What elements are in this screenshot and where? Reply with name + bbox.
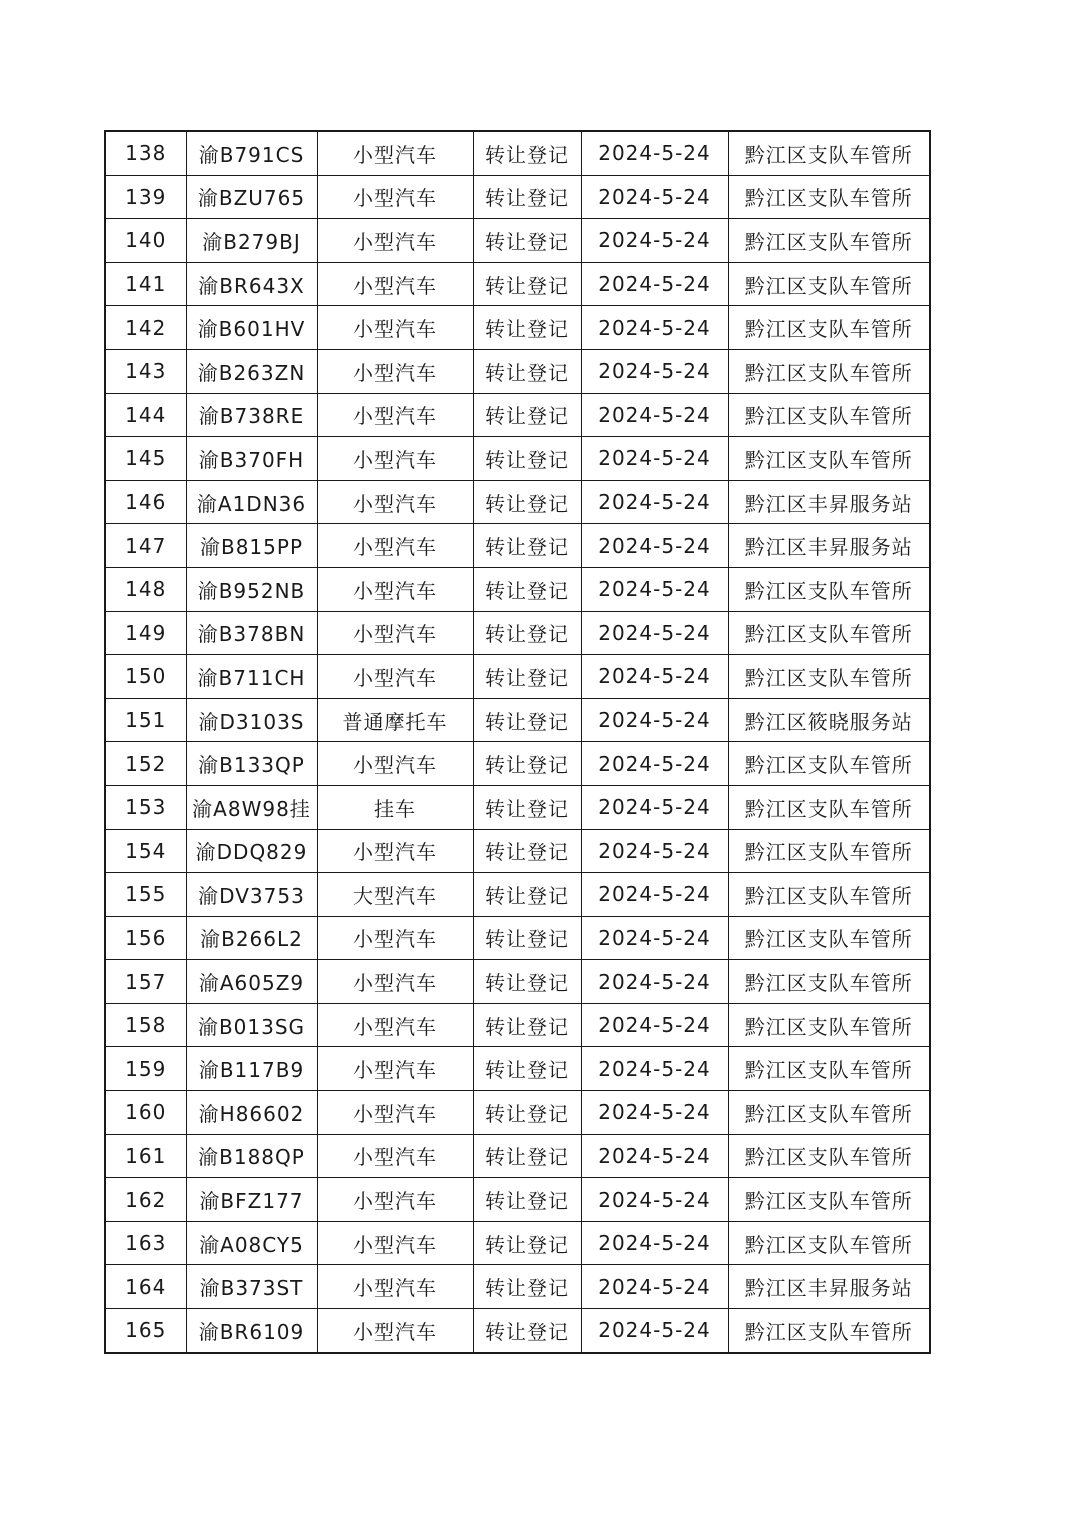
vehicle-type-cell: 小型汽车	[317, 655, 473, 699]
table-row	[105, 1221, 930, 1265]
vehicle-type-cell: 小型汽车	[317, 1178, 473, 1222]
row-number-cell: 159	[105, 1047, 186, 1091]
office-cell: 黔江区支队车管所	[728, 306, 930, 350]
vehicle-type-cell: 小型汽车	[317, 349, 473, 393]
office-cell: 黔江区支队车管所	[728, 1221, 930, 1265]
row-number-cell: 146	[105, 480, 186, 524]
date-cell: 2024-5-24	[581, 655, 728, 699]
table-row	[105, 829, 930, 873]
office-cell: 黔江区支队车管所	[728, 349, 930, 393]
row-number-cell: 157	[105, 960, 186, 1004]
table-row	[105, 916, 930, 960]
date-cell: 2024-5-24	[581, 262, 728, 306]
office-cell: 黔江区筱晓服务站	[728, 698, 930, 742]
row-number-cell: 158	[105, 1003, 186, 1047]
office-cell: 黔江区支队车管所	[728, 262, 930, 306]
vehicle-type-cell: 小型汽车	[317, 175, 473, 219]
table-row	[105, 175, 930, 219]
table-row	[105, 1047, 930, 1091]
date-cell: 2024-5-24	[581, 1091, 728, 1135]
vehicle-registration-table	[104, 130, 931, 1354]
row-number-cell: 138	[105, 131, 186, 175]
plate-number-cell: 渝B266L2	[186, 916, 317, 960]
office-cell: 黔江区支队车管所	[728, 916, 930, 960]
plate-number-cell: 渝H86602	[186, 1091, 317, 1135]
office-cell: 黔江区支队车管所	[728, 829, 930, 873]
business-type-cell: 转让登记	[473, 829, 581, 873]
date-cell: 2024-5-24	[581, 1178, 728, 1222]
business-type-cell: 转让登记	[473, 1265, 581, 1309]
office-cell: 黔江区支队车管所	[728, 219, 930, 263]
vehicle-type-cell: 小型汽车	[317, 1134, 473, 1178]
business-type-cell: 转让登记	[473, 1309, 581, 1353]
row-number-cell: 143	[105, 349, 186, 393]
business-type-cell: 转让登记	[473, 655, 581, 699]
plate-number-cell: 渝B601HV	[186, 306, 317, 350]
table-row	[105, 1134, 930, 1178]
date-cell: 2024-5-24	[581, 393, 728, 437]
row-number-cell: 145	[105, 437, 186, 481]
vehicle-type-cell: 小型汽车	[317, 131, 473, 175]
table-row	[105, 785, 930, 829]
plate-number-cell: 渝DV3753	[186, 873, 317, 917]
plate-number-cell: 渝B952NB	[186, 567, 317, 611]
vehicle-type-cell: 小型汽车	[317, 916, 473, 960]
business-type-cell: 转让登记	[473, 1003, 581, 1047]
vehicle-type-cell: 小型汽车	[317, 1221, 473, 1265]
business-type-cell: 转让登记	[473, 437, 581, 481]
plate-number-cell: 渝B117B9	[186, 1047, 317, 1091]
row-number-cell: 151	[105, 698, 186, 742]
date-cell: 2024-5-24	[581, 437, 728, 481]
date-cell: 2024-5-24	[581, 524, 728, 568]
vehicle-type-cell: 小型汽车	[317, 1003, 473, 1047]
date-cell: 2024-5-24	[581, 131, 728, 175]
table-row	[105, 698, 930, 742]
plate-number-cell: 渝B791CS	[186, 131, 317, 175]
plate-number-cell: 渝B370FH	[186, 437, 317, 481]
table-row	[105, 655, 930, 699]
plate-number-cell: 渝B188QP	[186, 1134, 317, 1178]
table-row	[105, 960, 930, 1004]
business-type-cell: 转让登记	[473, 1091, 581, 1135]
date-cell: 2024-5-24	[581, 785, 728, 829]
business-type-cell: 转让登记	[473, 262, 581, 306]
row-number-cell: 141	[105, 262, 186, 306]
plate-number-cell: 渝BZU765	[186, 175, 317, 219]
office-cell: 黔江区支队车管所	[728, 1178, 930, 1222]
business-type-cell: 转让登记	[473, 873, 581, 917]
date-cell: 2024-5-24	[581, 1265, 728, 1309]
plate-number-cell: 渝DDQ829	[186, 829, 317, 873]
date-cell: 2024-5-24	[581, 698, 728, 742]
vehicle-type-cell: 小型汽车	[317, 437, 473, 481]
vehicle-type-cell: 小型汽车	[317, 1091, 473, 1135]
vehicle-type-cell: 小型汽车	[317, 393, 473, 437]
office-cell: 黔江区丰昇服务站	[728, 524, 930, 568]
table-row	[105, 219, 930, 263]
office-cell: 黔江区丰昇服务站	[728, 1265, 930, 1309]
date-cell: 2024-5-24	[581, 1047, 728, 1091]
plate-number-cell: 渝B133QP	[186, 742, 317, 786]
row-number-cell: 156	[105, 916, 186, 960]
date-cell: 2024-5-24	[581, 567, 728, 611]
plate-number-cell: 渝BFZ177	[186, 1178, 317, 1222]
plate-number-cell: 渝BR643X	[186, 262, 317, 306]
table-row	[105, 611, 930, 655]
plate-number-cell: 渝B373ST	[186, 1265, 317, 1309]
vehicle-type-cell: 小型汽车	[317, 960, 473, 1004]
business-type-cell: 转让登记	[473, 611, 581, 655]
office-cell: 黔江区支队车管所	[728, 1003, 930, 1047]
date-cell: 2024-5-24	[581, 175, 728, 219]
vehicle-type-cell: 小型汽车	[317, 1309, 473, 1353]
date-cell: 2024-5-24	[581, 219, 728, 263]
table-row	[105, 349, 930, 393]
vehicle-type-cell: 挂车	[317, 785, 473, 829]
office-cell: 黔江区支队车管所	[728, 175, 930, 219]
plate-number-cell: 渝B013SG	[186, 1003, 317, 1047]
plate-number-cell: 渝A605Z9	[186, 960, 317, 1004]
business-type-cell: 转让登记	[473, 131, 581, 175]
office-cell: 黔江区支队车管所	[728, 437, 930, 481]
row-number-cell: 165	[105, 1309, 186, 1353]
business-type-cell: 转让登记	[473, 698, 581, 742]
row-number-cell: 139	[105, 175, 186, 219]
office-cell: 黔江区丰昇服务站	[728, 480, 930, 524]
business-type-cell: 转让登记	[473, 349, 581, 393]
date-cell: 2024-5-24	[581, 1003, 728, 1047]
office-cell: 黔江区支队车管所	[728, 785, 930, 829]
vehicle-type-cell: 小型汽车	[317, 567, 473, 611]
vehicle-type-cell: 小型汽车	[317, 480, 473, 524]
plate-number-cell: 渝A8W98挂	[186, 785, 317, 829]
row-number-cell: 161	[105, 1134, 186, 1178]
table-row	[105, 567, 930, 611]
row-number-cell: 162	[105, 1178, 186, 1222]
row-number-cell: 142	[105, 306, 186, 350]
row-number-cell: 147	[105, 524, 186, 568]
row-number-cell: 148	[105, 567, 186, 611]
date-cell: 2024-5-24	[581, 1309, 728, 1353]
table-row	[105, 1265, 930, 1309]
vehicle-type-cell: 小型汽车	[317, 611, 473, 655]
table-row	[105, 262, 930, 306]
office-cell: 黔江区支队车管所	[728, 393, 930, 437]
office-cell: 黔江区支队车管所	[728, 742, 930, 786]
row-number-cell: 140	[105, 219, 186, 263]
business-type-cell: 转让登记	[473, 742, 581, 786]
plate-number-cell: 渝B378BN	[186, 611, 317, 655]
date-cell: 2024-5-24	[581, 1221, 728, 1265]
business-type-cell: 转让登记	[473, 393, 581, 437]
business-type-cell: 转让登记	[473, 480, 581, 524]
vehicle-type-cell: 小型汽车	[317, 219, 473, 263]
row-number-cell: 164	[105, 1265, 186, 1309]
plate-number-cell: 渝B815PP	[186, 524, 317, 568]
row-number-cell: 154	[105, 829, 186, 873]
row-number-cell: 144	[105, 393, 186, 437]
table-row	[105, 1309, 930, 1353]
business-type-cell: 转让登记	[473, 1221, 581, 1265]
table-row	[105, 480, 930, 524]
table-row	[105, 742, 930, 786]
row-number-cell: 155	[105, 873, 186, 917]
business-type-cell: 转让登记	[473, 785, 581, 829]
office-cell: 黔江区支队车管所	[728, 873, 930, 917]
plate-number-cell: 渝B711CH	[186, 655, 317, 699]
table-row	[105, 873, 930, 917]
office-cell: 黔江区支队车管所	[728, 1047, 930, 1091]
office-cell: 黔江区支队车管所	[728, 567, 930, 611]
table-row	[105, 393, 930, 437]
business-type-cell: 转让登记	[473, 306, 581, 350]
row-number-cell: 160	[105, 1091, 186, 1135]
date-cell: 2024-5-24	[581, 916, 728, 960]
date-cell: 2024-5-24	[581, 1134, 728, 1178]
vehicle-type-cell: 小型汽车	[317, 829, 473, 873]
plate-number-cell: 渝D3103S	[186, 698, 317, 742]
table-row	[105, 306, 930, 350]
business-type-cell: 转让登记	[473, 1047, 581, 1091]
date-cell: 2024-5-24	[581, 306, 728, 350]
row-number-cell: 153	[105, 785, 186, 829]
business-type-cell: 转让登记	[473, 175, 581, 219]
vehicle-type-cell: 小型汽车	[317, 1047, 473, 1091]
vehicle-type-cell: 小型汽车	[317, 306, 473, 350]
business-type-cell: 转让登记	[473, 524, 581, 568]
table-row	[105, 524, 930, 568]
date-cell: 2024-5-24	[581, 349, 728, 393]
date-cell: 2024-5-24	[581, 960, 728, 1004]
row-number-cell: 150	[105, 655, 186, 699]
date-cell: 2024-5-24	[581, 873, 728, 917]
business-type-cell: 转让登记	[473, 1134, 581, 1178]
vehicle-type-cell: 普通摩托车	[317, 698, 473, 742]
business-type-cell: 转让登记	[473, 1178, 581, 1222]
business-type-cell: 转让登记	[473, 916, 581, 960]
row-number-cell: 149	[105, 611, 186, 655]
office-cell: 黔江区支队车管所	[728, 611, 930, 655]
office-cell: 黔江区支队车管所	[728, 655, 930, 699]
office-cell: 黔江区支队车管所	[728, 1134, 930, 1178]
table-row	[105, 437, 930, 481]
plate-number-cell: 渝B738RE	[186, 393, 317, 437]
date-cell: 2024-5-24	[581, 480, 728, 524]
office-cell: 黔江区支队车管所	[728, 1091, 930, 1135]
vehicle-type-cell: 小型汽车	[317, 524, 473, 568]
business-type-cell: 转让登记	[473, 219, 581, 263]
office-cell: 黔江区支队车管所	[728, 960, 930, 1004]
vehicle-type-cell: 小型汽车	[317, 1265, 473, 1309]
business-type-cell: 转让登记	[473, 567, 581, 611]
plate-number-cell: 渝BR6109	[186, 1309, 317, 1353]
table-row	[105, 131, 930, 175]
row-number-cell: 163	[105, 1221, 186, 1265]
date-cell: 2024-5-24	[581, 829, 728, 873]
plate-number-cell: 渝A1DN36	[186, 480, 317, 524]
table-body	[105, 131, 930, 1353]
vehicle-type-cell: 小型汽车	[317, 262, 473, 306]
table-row	[105, 1178, 930, 1222]
table-row	[105, 1091, 930, 1135]
date-cell: 2024-5-24	[581, 742, 728, 786]
office-cell: 黔江区支队车管所	[728, 131, 930, 175]
plate-number-cell: 渝B279BJ	[186, 219, 317, 263]
vehicle-type-cell: 大型汽车	[317, 873, 473, 917]
business-type-cell: 转让登记	[473, 960, 581, 1004]
office-cell: 黔江区支队车管所	[728, 1309, 930, 1353]
table-row	[105, 1003, 930, 1047]
plate-number-cell: 渝B263ZN	[186, 349, 317, 393]
vehicle-type-cell: 小型汽车	[317, 742, 473, 786]
plate-number-cell: 渝A08CY5	[186, 1221, 317, 1265]
row-number-cell: 152	[105, 742, 186, 786]
date-cell: 2024-5-24	[581, 611, 728, 655]
